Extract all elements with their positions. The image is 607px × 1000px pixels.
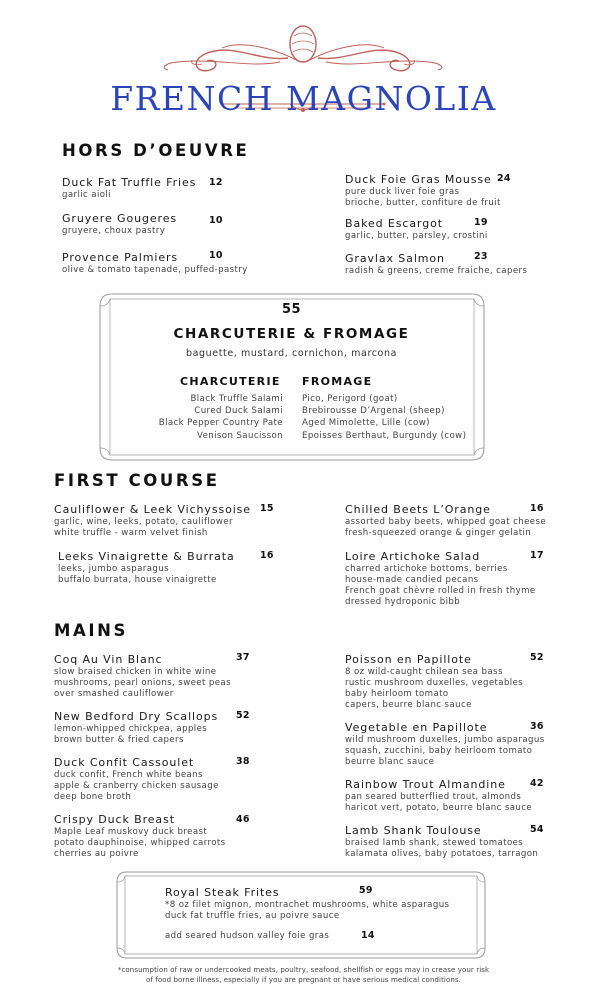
item-name: Poisson en Papillote bbox=[345, 653, 472, 666]
item-desc: potato dauphinoise, whipped carrots bbox=[54, 838, 226, 848]
item-price: 19 bbox=[474, 217, 488, 228]
menu-item bbox=[345, 550, 536, 608]
footnote-line: *consumption of raw or undercooked meats, poultry, seafood, shellfish or eggs may in crease your risk bbox=[117, 966, 490, 974]
item-desc: squash, zucchini, baby heirloom tomato bbox=[345, 746, 533, 756]
menu-item bbox=[54, 756, 219, 803]
item-desc: cherries au poivre bbox=[54, 849, 139, 859]
item-price: 16 bbox=[260, 550, 274, 561]
menu-item bbox=[345, 721, 545, 768]
list-item: Epoisses Berthaut, Burgundy (cow) bbox=[302, 430, 467, 441]
menu-item bbox=[54, 813, 226, 860]
item-name: Gruyere Gougeres bbox=[62, 212, 177, 225]
charcuterie-subtitle: baguette, mustard, cornichon, marcona bbox=[185, 348, 398, 359]
item-desc: assorted baby beets, whipped goat cheese bbox=[345, 517, 547, 527]
item-desc: brown butter & fried capers bbox=[54, 735, 184, 745]
item-price: 12 bbox=[209, 177, 223, 188]
menu-item bbox=[54, 503, 251, 539]
item-desc: leeks, jumbo asparagus bbox=[58, 564, 169, 574]
item-desc: garlic, wine, leeks, potato, cauliflower bbox=[54, 517, 233, 527]
item-desc: lemon-whipped chickpea, apples bbox=[54, 724, 208, 734]
menu-item-royal-steak-frites bbox=[165, 886, 449, 942]
item-desc: 8 oz wild-caught chilean sea bass bbox=[345, 667, 503, 677]
item-price: 52 bbox=[530, 652, 544, 663]
list-item: Pico, Perigord (goat) bbox=[302, 394, 398, 404]
item-desc: house-made candied pecans bbox=[345, 575, 479, 585]
item-desc: *8 oz filet mignon, montrachet mushrooms, white asparagus bbox=[165, 900, 450, 910]
item-desc: dressed hydroponic bibb bbox=[345, 597, 461, 607]
menu-item bbox=[345, 252, 527, 277]
item-desc: fresh-squeezed orange & ginger gelatin bbox=[345, 528, 532, 538]
item-name: Gravlax Salmon bbox=[345, 252, 445, 265]
list-item: Black Pepper Country Pate bbox=[158, 418, 283, 429]
brand-name: FRENCH MAGNOLIA bbox=[110, 79, 497, 118]
item-name: Cauliflower & Leek Vichyssoise bbox=[54, 503, 251, 516]
item-desc: capers, beurre blanc sauce bbox=[345, 700, 472, 710]
allergy-footnote bbox=[0, 965, 607, 985]
item-price: 17 bbox=[530, 550, 544, 561]
charcuterie-column-head: CHARCUTERIE bbox=[180, 375, 281, 388]
item-name: Baked Escargot bbox=[345, 217, 443, 230]
section-title-first-course: FIRST COURSE bbox=[54, 471, 220, 490]
addon-price: 14 bbox=[361, 930, 375, 941]
item-name: Rainbow Trout Almandine bbox=[345, 778, 506, 791]
item-desc: deep bone broth bbox=[54, 792, 132, 802]
list-item: Venison Saucisson bbox=[197, 430, 283, 441]
item-desc: haricot vert, potato, beurre blanc sauce bbox=[345, 803, 533, 813]
item-desc: French goat chèvre rolled in fresh thyme bbox=[345, 586, 536, 596]
fromage-list bbox=[302, 393, 466, 442]
charcuterie-title: CHARCUTERIE & FROMAGE bbox=[173, 326, 410, 342]
list-item: Aged Mimolette, Lille (cow) bbox=[302, 418, 430, 429]
item-desc: beurre blanc sauce bbox=[345, 757, 435, 767]
item-desc: pure duck liver foie gras bbox=[345, 187, 460, 197]
item-desc: over smashed cauliflower bbox=[54, 689, 174, 699]
item-desc: rustic mushroom duxelles, vegetables bbox=[345, 678, 524, 688]
item-name: Royal Steak Frites bbox=[165, 886, 280, 899]
list-item: Cured Duck Salami bbox=[194, 406, 283, 417]
item-desc: slow braised chicken in white wine bbox=[54, 667, 217, 677]
menu-item bbox=[345, 217, 488, 242]
item-price: 54 bbox=[530, 824, 544, 835]
item-name: Duck Foie Gras Mousse bbox=[345, 173, 492, 186]
menu-item bbox=[54, 710, 218, 746]
fromage-column-head: FROMAGE bbox=[302, 375, 373, 388]
menu-item bbox=[345, 173, 501, 209]
addon-desc: add seared hudson valley foie gras bbox=[165, 931, 330, 941]
item-desc: charred artichoke bottoms, berries bbox=[345, 564, 508, 574]
item-desc: kalamata olives, baby potatoes, tarragon bbox=[345, 849, 539, 859]
item-desc: brioche, butter, confiture de fruit bbox=[345, 198, 501, 208]
item-desc: baby heirloom tomato bbox=[345, 689, 449, 699]
item-price: 59 bbox=[359, 885, 373, 896]
item-price: 16 bbox=[530, 503, 544, 514]
menu-item bbox=[54, 653, 231, 700]
item-name: Coq Au Vin Blanc bbox=[54, 653, 163, 666]
menu-item bbox=[345, 778, 532, 814]
item-price: 10 bbox=[209, 215, 223, 226]
item-name: Lamb Shank Toulouse bbox=[345, 824, 482, 837]
item-name: Crispy Duck Breast bbox=[54, 813, 175, 826]
item-name: Leeks Vinaigrette & Burrata bbox=[58, 550, 235, 563]
charcuterie-price: 55 bbox=[281, 302, 302, 317]
item-price: 24 bbox=[497, 173, 511, 184]
item-desc: braised lamb shank, stewed tomatoes bbox=[345, 838, 524, 848]
item-desc: Maple Leaf muskovy duck breast bbox=[54, 827, 208, 837]
item-desc: white truffle - warm velvet finish bbox=[54, 528, 208, 538]
list-item: Black Truffle Salami bbox=[190, 394, 283, 404]
item-price: 46 bbox=[236, 814, 250, 825]
item-price: 36 bbox=[530, 721, 544, 732]
menu-item bbox=[345, 824, 538, 860]
item-desc: mushrooms, pearl onions, sweet peas bbox=[54, 678, 231, 688]
menu-item bbox=[345, 653, 523, 711]
item-price: 15 bbox=[260, 503, 274, 514]
item-name: Vegetable en Papillote bbox=[345, 721, 488, 734]
item-desc: pan seared butterflied trout, almonds bbox=[345, 792, 522, 802]
item-name: Duck Confit Cassoulet bbox=[54, 756, 195, 769]
item-desc: olive & tomato tapenade, puffed-pastry bbox=[62, 265, 248, 275]
item-name: Loire Artichoke Salad bbox=[345, 550, 481, 563]
item-name: Duck Fat Truffle Fries bbox=[62, 176, 197, 189]
item-desc: gruyere, choux pastry bbox=[62, 226, 166, 236]
footnote-line: of food borne illness, especially if you are pregnant or have serious medical conditions. bbox=[146, 976, 461, 984]
item-desc: wild mushroom duxelles, jumbo asparagus bbox=[345, 735, 545, 745]
logo bbox=[0, 18, 607, 118]
item-desc: apple & cranberry chicken sausage bbox=[54, 781, 219, 791]
item-price: 38 bbox=[236, 756, 250, 767]
item-price: 42 bbox=[530, 778, 544, 789]
menu-item bbox=[58, 550, 235, 586]
item-desc: duck fat truffle fries, au poivre sauce bbox=[165, 911, 340, 921]
item-desc: garlic, butter, parsley, crostini bbox=[345, 231, 488, 241]
item-name: Chilled Beets L’Orange bbox=[345, 503, 491, 516]
item-desc: buffalo burrata, house vinaigrette bbox=[58, 575, 217, 585]
section-title-mains: MAINS bbox=[54, 621, 129, 640]
item-price: 10 bbox=[209, 250, 223, 261]
list-item: Brebirousse D’Argenal (sheep) bbox=[302, 406, 445, 417]
item-price: 23 bbox=[474, 251, 488, 262]
item-name: New Bedford Dry Scallops bbox=[54, 710, 219, 723]
item-desc: duck confit, French white beans bbox=[54, 770, 203, 780]
item-desc: garlic aioli bbox=[62, 190, 111, 200]
menu-item bbox=[62, 176, 196, 201]
item-name: Provence Palmiers bbox=[62, 251, 179, 264]
menu-item bbox=[62, 212, 177, 237]
menu-item bbox=[345, 503, 546, 539]
item-price: 52 bbox=[236, 710, 250, 721]
charcuterie-list bbox=[140, 393, 283, 442]
item-price: 37 bbox=[236, 652, 250, 663]
section-title-hors-doeuvre: HORS D’OEUVRE bbox=[62, 141, 250, 160]
item-desc: radish & greens, creme fraiche, capers bbox=[345, 266, 528, 276]
